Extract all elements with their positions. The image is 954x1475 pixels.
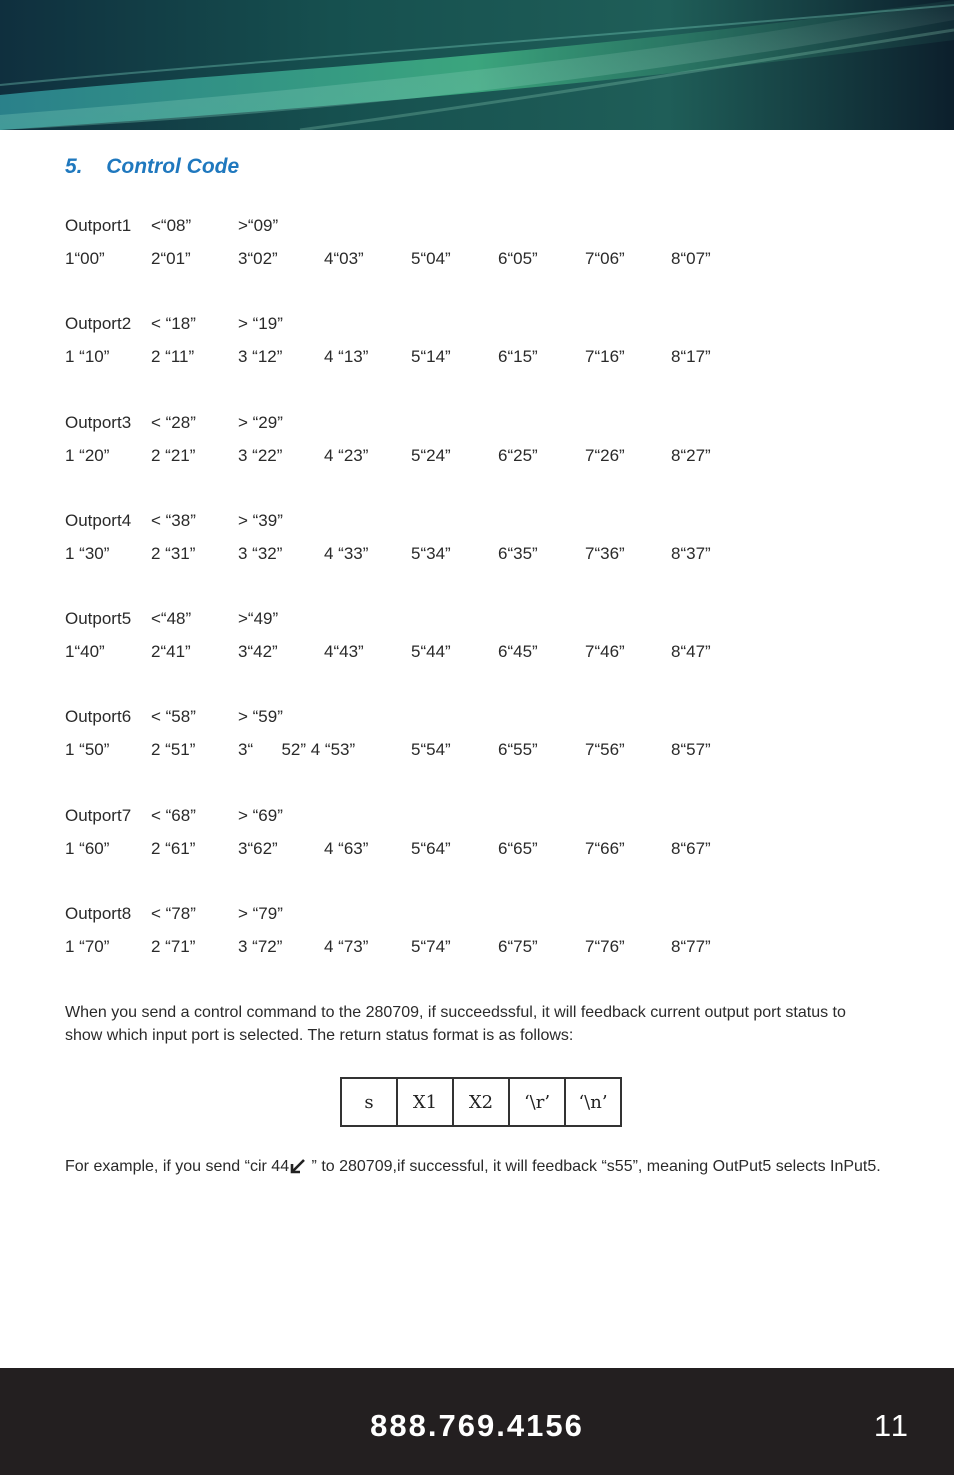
input-code: 5“04”	[411, 249, 451, 268]
input-code: 2 “31”	[151, 544, 196, 563]
outport-block-2	[65, 312, 865, 369]
input-code: 8“17”	[671, 347, 711, 366]
prev-code: <“48”	[151, 609, 192, 628]
input-code: 4 “63”	[324, 839, 369, 858]
format-cell-x1: X1	[397, 1078, 453, 1126]
input-code: 3 “12”	[238, 347, 283, 366]
input-code: 7“06”	[585, 249, 625, 268]
input-code: 8“57”	[671, 740, 711, 759]
feedback-description: When you send a control command to the 280709, if succeedssful, it will feedback current output port status to show which input port is selected. The return status format is as follows:	[65, 1004, 846, 1044]
next-code: >“09”	[238, 216, 279, 235]
format-cell-s: s	[341, 1078, 397, 1126]
input-code: 8“77”	[671, 937, 711, 956]
section-number: 5.	[65, 155, 83, 178]
outport-block-3	[65, 411, 865, 468]
outport-label: Outport5	[65, 609, 132, 628]
next-code: > “39”	[238, 511, 283, 530]
input-code: 7“46”	[585, 642, 625, 661]
next-code: > “69”	[238, 806, 283, 825]
input-code: 8“07”	[671, 249, 711, 268]
input-code-row	[65, 640, 865, 664]
input-code: 1“00”	[65, 249, 105, 268]
input-code: 4“03”	[324, 249, 364, 268]
input-code: 2“01”	[151, 249, 191, 268]
prev-code: < “28”	[151, 413, 196, 432]
input-code: 1 “60”	[65, 839, 110, 858]
input-code: 3“ 52” 4 “53”	[238, 740, 356, 759]
phone-number: 888.769.4156	[370, 1408, 584, 1443]
return-arrow-icon	[290, 1158, 306, 1181]
header-banner	[0, 0, 954, 130]
input-code-row	[65, 345, 865, 369]
input-code: 7“26”	[585, 446, 625, 465]
section-title-text: Control Code	[106, 155, 240, 178]
input-code: 6“25”	[498, 446, 538, 465]
input-code: 4 “23”	[324, 446, 369, 465]
footer-bar	[0, 1368, 954, 1475]
input-code: 3 “72”	[238, 937, 283, 956]
input-code: 5“34”	[411, 544, 451, 563]
outport-block-5	[65, 607, 865, 664]
input-code: 8“37”	[671, 544, 711, 563]
input-code: 1 “50”	[65, 740, 110, 759]
input-code: 5“54”	[411, 740, 451, 759]
outport-header-row	[65, 804, 865, 828]
input-code: 2 “61”	[151, 839, 196, 858]
input-code: 5“24”	[411, 446, 451, 465]
example-paragraph	[65, 1155, 885, 1181]
input-code: 3“42”	[238, 642, 278, 661]
return-format-row	[341, 1078, 621, 1126]
page-number: 11	[873, 1408, 910, 1443]
input-code: 2 “11”	[151, 347, 195, 366]
outport-header-row	[65, 509, 865, 533]
prev-code: < “18”	[151, 314, 196, 333]
input-code: 1 “10”	[65, 347, 110, 366]
next-code: > “59”	[238, 707, 283, 726]
input-code-row	[65, 935, 865, 959]
input-code: 6“55”	[498, 740, 538, 759]
input-code-row	[65, 444, 865, 468]
input-code: 5“74”	[411, 937, 451, 956]
input-code: 4 “73”	[324, 937, 369, 956]
input-code: 7“66”	[585, 839, 625, 858]
input-code: 1“40”	[65, 642, 105, 661]
next-code: > “29”	[238, 413, 283, 432]
section-title	[65, 155, 239, 179]
input-code: 6“65”	[498, 839, 538, 858]
outport-header-row	[65, 214, 865, 238]
outport-header-row	[65, 902, 865, 926]
input-code: 8“27”	[671, 446, 711, 465]
input-code: 6“45”	[498, 642, 538, 661]
input-code: 4 “33”	[324, 544, 369, 563]
input-code: 5“64”	[411, 839, 451, 858]
outport-block-1	[65, 214, 865, 271]
banner-graphic	[0, 0, 954, 130]
input-code: 7“16”	[585, 347, 625, 366]
input-code: 5“44”	[411, 642, 451, 661]
input-code: 3 “22”	[238, 446, 283, 465]
prev-code: < “58”	[151, 707, 196, 726]
outport-block-6	[65, 705, 865, 762]
input-code: 8“67”	[671, 839, 711, 858]
input-code: 6“05”	[498, 249, 538, 268]
input-code-row	[65, 738, 865, 762]
input-code: 4 “13”	[324, 347, 369, 366]
input-code: 2 “51”	[151, 740, 196, 759]
outport-label: Outport6	[65, 707, 132, 726]
outport-header-row	[65, 607, 865, 631]
input-code: 4“43”	[324, 642, 364, 661]
next-code: >“49”	[238, 609, 279, 628]
input-code: 1 “30”	[65, 544, 110, 563]
outport-label: Outport3	[65, 413, 132, 432]
prev-code: < “78”	[151, 904, 196, 923]
input-code: 6“15”	[498, 347, 538, 366]
input-code: 2“41”	[151, 642, 191, 661]
prev-code: < “38”	[151, 511, 196, 530]
format-cell-cr: ‘\r’	[509, 1078, 565, 1126]
input-code: 1 “70”	[65, 937, 110, 956]
outport-label: Outport7	[65, 806, 132, 825]
prev-code: < “68”	[151, 806, 196, 825]
outport-block-7	[65, 804, 865, 861]
input-code-row	[65, 247, 865, 271]
input-code-row	[65, 542, 865, 566]
example-text-start: For example, if you send “cir 44	[65, 1158, 290, 1175]
format-cell-lf: ‘\n’	[565, 1078, 621, 1126]
outport-header-row	[65, 312, 865, 336]
input-code: 7“36”	[585, 544, 625, 563]
outport-block-4	[65, 509, 865, 566]
input-code: 3“62”	[238, 839, 278, 858]
input-code: 3 “32”	[238, 544, 283, 563]
input-code: 6“35”	[498, 544, 538, 563]
outport-label: Outport1	[65, 216, 132, 235]
input-code: 1 “20”	[65, 446, 110, 465]
next-code: > “19”	[238, 314, 283, 333]
input-code: 2 “21”	[151, 446, 196, 465]
example-text-end: ” to 280709,if successful, it will feedback “s55”, meaning OutPut5 selects InPut5.	[307, 1158, 881, 1175]
prev-code: <“08”	[151, 216, 192, 235]
next-code: > “79”	[238, 904, 283, 923]
outport-block-8	[65, 902, 865, 959]
format-cell-x2: X2	[453, 1078, 509, 1126]
input-code: 7“76”	[585, 937, 625, 956]
outport-label: Outport4	[65, 511, 132, 530]
outport-header-row	[65, 411, 865, 435]
input-code-row	[65, 837, 865, 861]
outport-header-row	[65, 705, 865, 729]
input-code: 5“14”	[411, 347, 451, 366]
outport-label: Outport8	[65, 904, 132, 923]
input-code: 2 “71”	[151, 937, 196, 956]
input-code: 7“56”	[585, 740, 625, 759]
return-format-table	[340, 1077, 622, 1127]
input-code: 3“02”	[238, 249, 278, 268]
input-code: 6“75”	[498, 937, 538, 956]
input-code: 8“47”	[671, 642, 711, 661]
outport-label: Outport2	[65, 314, 132, 333]
